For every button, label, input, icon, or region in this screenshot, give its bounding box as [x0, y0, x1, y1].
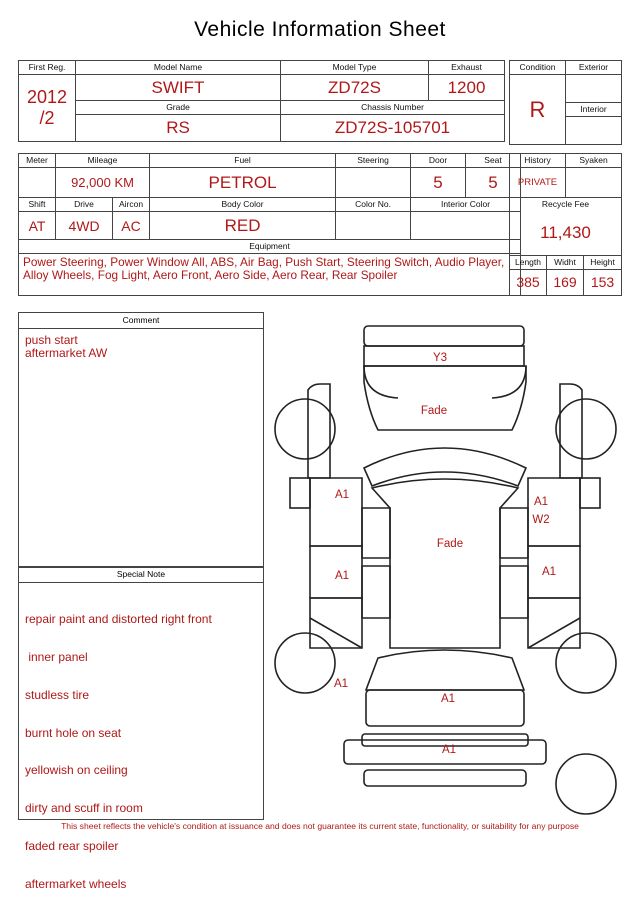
- diagram-left-mirror: [290, 478, 310, 508]
- comment-line: aftermarket AW: [25, 345, 108, 360]
- diagram-right-window-front: [500, 508, 528, 558]
- mark-trunk: A1: [440, 693, 456, 705]
- diagram-rear-window: [366, 650, 524, 690]
- mark-roof: Fade: [436, 538, 464, 550]
- interior-value: [566, 117, 622, 145]
- diagram-spare-tire: [556, 754, 616, 814]
- vehicle-spec-table: [18, 153, 521, 296]
- recycle-fee-value: 11,430: [510, 211, 622, 255]
- height-label: Height: [584, 255, 622, 269]
- history-table: [509, 153, 622, 296]
- special-note-label: Special Note: [19, 567, 263, 583]
- car-damage-diagram: [268, 318, 624, 818]
- diagram-right-front-outer: [560, 384, 582, 478]
- page-title: Vehicle Information Sheet: [194, 18, 446, 41]
- mileage-label: Mileage: [56, 154, 150, 168]
- diagram-hood-curves: [364, 366, 526, 398]
- comment-line: push start: [25, 333, 78, 347]
- special-note-line: dirty and scuff in room: [25, 801, 143, 816]
- diagram-left-rear-diagonal: [310, 618, 362, 648]
- exhaust-label: Exhaust: [429, 61, 505, 75]
- drive-label: Drive: [56, 198, 113, 212]
- model-type-value: ZD72S: [281, 75, 429, 101]
- diagram-tire-front-right: [556, 399, 616, 459]
- special-note-lines: [19, 583, 263, 915]
- condition-grade: R: [510, 75, 566, 145]
- first-reg-month: /2: [39, 108, 55, 128]
- mark-hood: Fade: [420, 405, 448, 417]
- vehicle-info-table: [18, 60, 505, 142]
- meter-value: [19, 168, 56, 198]
- diagram-left-front-outer: [308, 384, 330, 478]
- interior-color-label: Interior Color: [411, 198, 521, 212]
- color-no-label: Color No.: [336, 198, 411, 212]
- diagram-windshield: [364, 448, 526, 486]
- mark-right-front-fender-1: A1: [533, 496, 549, 508]
- chassis-value: ZD72S-105701: [281, 115, 505, 142]
- special-note-line: studless tire: [25, 687, 90, 702]
- interior-label: Interior: [566, 103, 622, 117]
- special-note-box: [18, 566, 264, 891]
- diagram-roof: [372, 479, 518, 648]
- diagram-tire-rear-left: [275, 633, 335, 693]
- mileage-value: 92,000 KM: [56, 168, 150, 198]
- steering-value: [336, 168, 411, 198]
- diagram-left-window-rear: [362, 566, 390, 618]
- color-no-value: [336, 212, 411, 240]
- exterior-label: Exterior: [566, 61, 622, 75]
- equipment-label: Equipment: [19, 240, 521, 254]
- length-label: Length: [510, 255, 547, 269]
- model-name-label: Model Name: [76, 61, 281, 75]
- fuel-label: Fuel: [150, 154, 336, 168]
- mark-right-door: A1: [541, 566, 557, 578]
- diagram-right-mirror: [580, 478, 600, 508]
- diagram-right-front-fender: [528, 478, 580, 546]
- grade-label: Grade: [76, 101, 281, 115]
- fuel-value: PETROL: [150, 168, 336, 198]
- height-value: 153: [584, 269, 622, 295]
- aircon-value: AC: [113, 212, 150, 240]
- recycle-fee-label: Recycle Fee: [510, 198, 622, 212]
- mark-left-door: A1: [334, 570, 350, 582]
- mark-right-front-fender-2: W2: [532, 514, 550, 526]
- diagram-right-rear-diagonal: [528, 618, 580, 648]
- special-note-line: yellowish on ceiling: [25, 763, 128, 778]
- special-note-line: inner panel: [25, 649, 88, 664]
- comment-label: Comment: [19, 313, 263, 329]
- condition-table: [509, 60, 622, 145]
- special-note-line: faded rear spoiler: [25, 838, 119, 853]
- diagram-left-window-front: [362, 508, 390, 558]
- door-value: 5: [411, 168, 466, 198]
- door-label: Door: [411, 154, 466, 168]
- first-reg-label: First Reg.: [19, 61, 76, 75]
- width-value: 169: [547, 269, 584, 295]
- seat-label: Seat: [466, 154, 521, 168]
- shift-value: AT: [19, 212, 56, 240]
- aircon-label: Aircon: [113, 198, 150, 212]
- mark-left-rear: A1: [333, 678, 349, 690]
- syaken-value: [566, 168, 622, 198]
- first-reg-year: 2012: [26, 87, 68, 107]
- condition-label: Condition: [510, 61, 566, 75]
- diagram-tire-front-left: [275, 399, 335, 459]
- interior-color-value: [411, 212, 521, 240]
- body-color-label: Body Color: [150, 198, 336, 212]
- grade-value: RS: [76, 115, 281, 142]
- chassis-label: Chassis Number: [281, 101, 505, 115]
- equipment-value: Power Steering, Power Window All, ABS, Air Bag, Push Start, Steering Switch, Audio Player, Alloy Wheels, Fog Light, Aero Front, Aero Side, Aero Rear, Rear Spoiler: [19, 254, 521, 296]
- steering-label: Steering: [336, 154, 411, 168]
- diagram-bumper-bottom: [364, 770, 526, 786]
- shift-label: Shift: [19, 198, 56, 212]
- meter-label: Meter: [19, 154, 56, 168]
- syaken-label: Syaken: [566, 154, 622, 168]
- exhaust-value: 1200: [429, 75, 505, 101]
- diagram-hood: [364, 366, 526, 430]
- history-label: History: [510, 154, 566, 168]
- model-type-label: Model Type: [281, 61, 429, 75]
- seat-value: 5: [466, 168, 521, 198]
- drive-value: 4WD: [56, 212, 113, 240]
- comment-box: [18, 312, 264, 568]
- length-value: 385: [510, 269, 547, 295]
- model-name-value: SWIFT: [76, 75, 281, 101]
- mark-bumper: A1: [441, 744, 457, 756]
- diagram-right-window-rear: [500, 566, 528, 618]
- diagram-rear-bar: [364, 326, 524, 346]
- disclaimer-footer: This sheet reflects the vehicle's condition at issuance and does not guarantee its current state, functionality, or suitability for any purpose: [61, 821, 579, 831]
- exterior-value: [566, 75, 622, 103]
- special-note-line: aftermarket wheels: [25, 876, 127, 891]
- special-note-line: repair paint and distorted right front: [25, 612, 212, 627]
- mark-rear-top: Y3: [432, 352, 448, 364]
- history-value: PRIVATE: [510, 168, 566, 198]
- special-note-line: burnt hole on seat: [25, 725, 122, 740]
- first-reg-value: [19, 75, 76, 142]
- body-color-value: RED: [150, 212, 336, 240]
- width-label: Widht: [547, 255, 584, 269]
- mark-left-front-fender: A1: [334, 489, 350, 501]
- diagram-tire-rear-right: [556, 633, 616, 693]
- comment-lines: [19, 329, 263, 359]
